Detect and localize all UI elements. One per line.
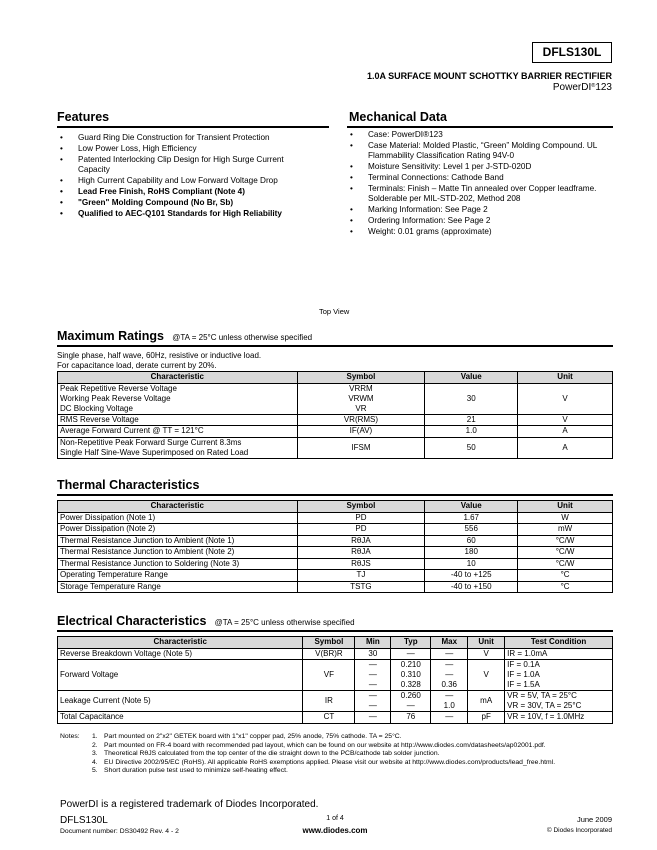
symbol-cell: PD	[297, 524, 425, 536]
column-header: Characteristic	[58, 637, 303, 649]
characteristic-cell: Total Capacitance	[58, 712, 303, 724]
features-list	[56, 133, 316, 220]
symbol-cell-line: VR	[355, 403, 367, 413]
thermal-rule	[57, 494, 613, 496]
typ-cell-line: 0.328	[400, 680, 421, 689]
symbol-cell: TJ	[297, 570, 425, 582]
typ-cell-line: 76	[406, 712, 416, 722]
registered-mark: ®	[591, 83, 596, 89]
max-ratings-table	[57, 371, 613, 459]
notes-label: Notes:	[60, 733, 80, 740]
column-header: Symbol	[297, 501, 425, 513]
characteristic-cell-line: Peak Repetitive Reverse Voltage	[60, 383, 177, 393]
symbol-cell: PD	[297, 512, 425, 524]
package-suffix: 123	[595, 82, 612, 93]
note-number: 3.	[92, 750, 98, 757]
table-row	[58, 581, 613, 593]
symbol-cell: V(BR)R	[303, 648, 355, 660]
unit-cell: °C/W	[518, 558, 613, 570]
table-row	[58, 414, 613, 426]
package-prefix: PowerDI	[552, 82, 592, 93]
value-cell: 30	[425, 383, 518, 414]
feature-item: • "Green" Molding Compound (No Br, Sb)	[56, 198, 316, 208]
note-text: EU Directive 2002/95/EC (RoHS). All applicable RoHS exemptions applied. Please visit our website at http://www.diodes.com/products/lead_free.html.	[104, 758, 556, 766]
unit-cell: V	[518, 383, 613, 414]
characteristic-cell	[58, 383, 298, 414]
characteristic-cell: Operating Temperature Range	[58, 570, 298, 582]
unit-cell: V	[468, 648, 505, 660]
unit-cell: mW	[518, 524, 613, 536]
electrical-rule	[57, 630, 613, 632]
test-condition-cell-line: IF = 1.5A	[507, 680, 540, 689]
footer-website-link[interactable]: www.diodes.com	[302, 826, 368, 835]
characteristic-cell-line: Non-Repetitive Peak Forward Surge Current 8.3ms	[60, 437, 242, 447]
unit-cell: °C	[518, 581, 613, 593]
characteristic-cell: Forward Voltage	[58, 660, 303, 691]
symbol-cell-line: IF(AV)	[349, 426, 373, 436]
column-header: Test Condition	[505, 637, 613, 649]
mechanical-item: • Moisture Sensitivity: Level 1 per J-STD-020D	[346, 162, 616, 172]
column-header: Max	[431, 637, 468, 649]
min-cell-line: —	[368, 691, 377, 700]
min-cell-line: —	[368, 701, 377, 710]
electrical-heading	[57, 614, 355, 629]
package-name	[553, 82, 612, 94]
column-header: Symbol	[297, 372, 425, 384]
max-cell	[431, 660, 468, 691]
mechanical-list	[346, 130, 616, 238]
min-cell-line: 30	[368, 648, 378, 658]
thermal-title: Thermal Characteristics	[57, 478, 200, 492]
characteristic-cell: Thermal Resistance Junction to Soldering (Note 3)	[58, 558, 298, 570]
note-item	[60, 767, 620, 776]
min-cell-line: —	[368, 660, 377, 669]
column-header: Symbol	[303, 637, 355, 649]
footer-page-number: 1 of 4	[326, 815, 344, 822]
symbol-cell-line: VRRM	[349, 383, 373, 393]
note-text: Short duration pulse test used to minimize self-heating effect.	[104, 767, 288, 774]
table-row	[58, 426, 613, 438]
max-cell-line: 1.0	[443, 701, 455, 710]
feature-item: • Low Power Loss, High Efficiency	[56, 144, 316, 154]
note-number: 5.	[92, 767, 98, 774]
mechanical-item: • Case: PowerDI®123	[346, 130, 616, 140]
max-cell-line: —	[445, 712, 454, 722]
table-row	[58, 691, 613, 712]
test-condition-cell-line: IF = 1.0A	[507, 670, 540, 679]
value-cell: 60	[425, 535, 518, 547]
electrical-condition: @TA = 25°C unless otherwise specified	[214, 618, 355, 627]
column-header: Value	[425, 501, 518, 513]
thermal-table	[57, 500, 613, 593]
characteristic-cell: Leakage Current (Note 5)	[58, 691, 303, 712]
symbol-cell: TSTG	[297, 581, 425, 593]
table-row	[58, 660, 613, 691]
table-row	[58, 648, 613, 660]
max-ratings-rule	[57, 345, 613, 347]
test-condition-cell-line: VR = 30V, TA = 25°C	[507, 701, 582, 710]
column-header: Unit	[468, 637, 505, 649]
value-cell: -40 to +150	[425, 581, 518, 593]
value-cell: 50	[425, 437, 518, 458]
note-item	[60, 759, 620, 768]
characteristic-cell-line: Average Forward Current @ TT = 121°C	[60, 426, 204, 436]
note-item	[60, 742, 620, 751]
table-row	[58, 558, 613, 570]
test-condition-cell-line: IF = 0.1A	[507, 660, 540, 669]
max-cell	[431, 648, 468, 660]
test-condition-cell	[505, 648, 613, 660]
notes	[60, 733, 620, 776]
typ-cell	[391, 660, 431, 691]
characteristic-cell: Thermal Resistance Junction to Ambient (Note 1)	[58, 535, 298, 547]
value-cell: 1.67	[425, 512, 518, 524]
value-cell: 556	[425, 524, 518, 536]
max-ratings-condition: @TA = 25°C unless otherwise specified	[172, 333, 313, 342]
trademark-notice: PowerDI is a registered trademark of Diodes Incorporated.	[60, 799, 319, 810]
top-view-label: Top View	[319, 307, 350, 316]
characteristic-cell: Thermal Resistance Junction to Ambient (Note 2)	[58, 547, 298, 559]
table-row	[58, 535, 613, 547]
characteristic-cell: Reverse Breakdown Voltage (Note 5)	[58, 648, 303, 660]
footer-copyright: © Diodes Incorporated	[546, 827, 612, 834]
test-condition-cell-line: VR = 10V, f = 1.0MHz	[507, 712, 585, 722]
characteristic-cell-line: DC Blocking Voltage	[60, 403, 133, 413]
value-cell: 180	[425, 547, 518, 559]
unit-cell: V	[518, 414, 613, 426]
symbol-cell	[297, 414, 425, 426]
features-title: Features	[57, 110, 110, 124]
symbol-cell: RθJS	[297, 558, 425, 570]
unit-cell: A	[518, 437, 613, 458]
max-cell	[431, 712, 468, 724]
note-number: 4.	[92, 758, 98, 766]
features-rule	[57, 126, 329, 128]
column-header: Characteristic	[58, 501, 298, 513]
mechanical-rule	[347, 126, 613, 128]
symbol-cell: CT	[303, 712, 355, 724]
min-cell	[355, 712, 391, 724]
unit-cell: pF	[468, 712, 505, 724]
symbol-cell-line: IFSM	[351, 442, 371, 452]
table-row	[58, 524, 613, 536]
test-condition-cell-line: VR = 5V, TA = 25°C	[507, 691, 577, 700]
typ-cell-line: —	[406, 648, 415, 658]
characteristic-cell: Power Dissipation (Note 1)	[58, 512, 298, 524]
max-ratings-note-1: Single phase, half wave, 60Hz, resistive or inductive load.	[57, 351, 262, 360]
feature-item: • Qualified to AEC-Q101 Standards for High Reliability	[56, 209, 316, 219]
typ-cell	[391, 648, 431, 660]
column-header: Characteristic	[58, 372, 298, 384]
value-cell: 1.0	[425, 426, 518, 438]
table-row	[58, 547, 613, 559]
note-item	[60, 733, 620, 742]
unit-cell: A	[518, 426, 613, 438]
characteristic-cell	[58, 437, 298, 458]
max-cell-line: —	[445, 660, 454, 669]
electrical-table	[57, 636, 613, 724]
mechanical-item: • Case Material: Molded Plastic, “Green” Molding Compound. UL Flammability Classification Rating 94V-0	[346, 141, 616, 161]
table-row	[58, 570, 613, 582]
typ-cell-line: 0.210	[400, 660, 421, 669]
mechanical-title: Mechanical Data	[349, 110, 447, 124]
table-row	[58, 512, 613, 524]
max-cell-line: —	[445, 691, 454, 700]
min-cell	[355, 648, 391, 660]
column-header: Min	[355, 637, 391, 649]
footer-document-number: Document number: DS30492 Rev. 4 - 2	[60, 828, 179, 835]
note-text: Part mounted on FR-4 board with recommended pad layout, which can be found on our website at http://www.diodes.com/datasheets/ap02001.pdf.	[104, 741, 546, 749]
electrical-title: Electrical Characteristics	[57, 614, 207, 628]
max-cell-line: 0.36	[441, 680, 458, 689]
unit-cell: mA	[468, 691, 505, 712]
min-cell	[355, 660, 391, 691]
max-cell-line: —	[445, 670, 454, 679]
column-header: Typ	[391, 637, 431, 649]
symbol-cell: RθJA	[297, 535, 425, 547]
characteristic-cell	[58, 426, 298, 438]
mechanical-item: • Weight: 0.01 grams (approximate)	[346, 227, 616, 237]
unit-cell: V	[468, 660, 505, 691]
unit-cell: °C	[518, 570, 613, 582]
characteristic-cell-line: RMS Reverse Voltage	[60, 414, 139, 424]
characteristic-cell: Storage Temperature Range	[58, 581, 298, 593]
symbol-cell: RθJA	[297, 547, 425, 559]
note-number: 1.	[92, 733, 98, 740]
typ-cell-line: 0.310	[400, 670, 421, 679]
unit-cell: W	[518, 512, 613, 524]
value-cell: 10	[425, 558, 518, 570]
feature-item: • Lead Free Finish, RoHS Compliant (Note 4)	[56, 187, 316, 197]
unit-cell: °C/W	[518, 547, 613, 559]
column-header: Unit	[518, 501, 613, 513]
max-ratings-heading	[57, 329, 312, 344]
note-text: Part mounted on 2"x2" GETEK board with 1"x1" copper pad, 25% anode, 75% cathode. TA = 25°C.	[104, 733, 402, 740]
min-cell-line: —	[368, 680, 377, 689]
characteristic-cell-line: Single Half Sine-Wave Superimposed on Rated Load	[60, 447, 249, 457]
footer-part-number: DFLS130L	[60, 815, 108, 826]
test-condition-cell	[505, 712, 613, 724]
characteristic-cell	[58, 414, 298, 426]
part-number-box: DFLS130L	[532, 42, 612, 63]
characteristic-cell-line: Working Peak Reverse Voltage	[60, 393, 171, 403]
value-cell: 21	[425, 414, 518, 426]
typ-cell	[391, 712, 431, 724]
symbol-cell: IR	[303, 691, 355, 712]
symbol-cell: VF	[303, 660, 355, 691]
symbol-cell-line: VR(RMS)	[343, 414, 379, 424]
symbol-cell	[297, 426, 425, 438]
footer-date: June 2009	[576, 815, 612, 824]
unit-cell: °C/W	[518, 535, 613, 547]
max-cell	[431, 691, 468, 712]
table-row	[58, 712, 613, 724]
mechanical-item: • Terminal Connections: Cathode Band	[346, 173, 616, 183]
symbol-cell	[297, 383, 425, 414]
typ-cell	[391, 691, 431, 712]
symbol-cell-line: VRWM	[348, 393, 374, 403]
product-subtitle: 1.0A SURFACE MOUNT SCHOTTKY BARRIER RECTIFIER	[366, 71, 612, 81]
typ-cell-line: 0.260	[400, 691, 421, 700]
note-text: Theoretical RθJS calculated from the top center of the die straight down to the PCB/cathode tab solder junction.	[104, 750, 440, 757]
feature-item: • High Current Capability and Low Forward Voltage Drop	[56, 176, 316, 186]
table-row	[58, 383, 613, 414]
mechanical-item: • Ordering Information: See Page 2	[346, 216, 616, 226]
test-condition-cell-line: IR = 1.0mA	[507, 648, 548, 658]
table-row	[58, 437, 613, 458]
max-cell-line: —	[445, 648, 454, 658]
symbol-cell	[297, 437, 425, 458]
feature-item: • Guard Ring Die Construction for Transient Protection	[56, 133, 316, 143]
value-cell: -40 to +125	[425, 570, 518, 582]
typ-cell-line: —	[406, 701, 415, 710]
feature-item: • Patented Interlocking Clip Design for High Surge Current Capacity	[56, 155, 316, 175]
test-condition-cell	[505, 691, 613, 712]
min-cell-line: —	[368, 712, 377, 722]
column-header: Value	[425, 372, 518, 384]
mechanical-item: • Marking Information: See Page 2	[346, 205, 616, 215]
column-header: Unit	[518, 372, 613, 384]
min-cell	[355, 691, 391, 712]
note-item	[60, 750, 620, 759]
max-ratings-title: Maximum Ratings	[57, 329, 164, 343]
mechanical-item: • Terminals: Finish – Matte Tin annealed over Copper leadframe. Solderable per MIL-STD-202, Method 208	[346, 184, 616, 204]
max-ratings-note-2: For capacitance load, derate current by 20%.	[57, 361, 217, 370]
note-number: 2.	[92, 741, 98, 749]
characteristic-cell: Power Dissipation (Note 2)	[58, 524, 298, 536]
test-condition-cell	[505, 660, 613, 691]
min-cell-line: —	[368, 670, 377, 679]
